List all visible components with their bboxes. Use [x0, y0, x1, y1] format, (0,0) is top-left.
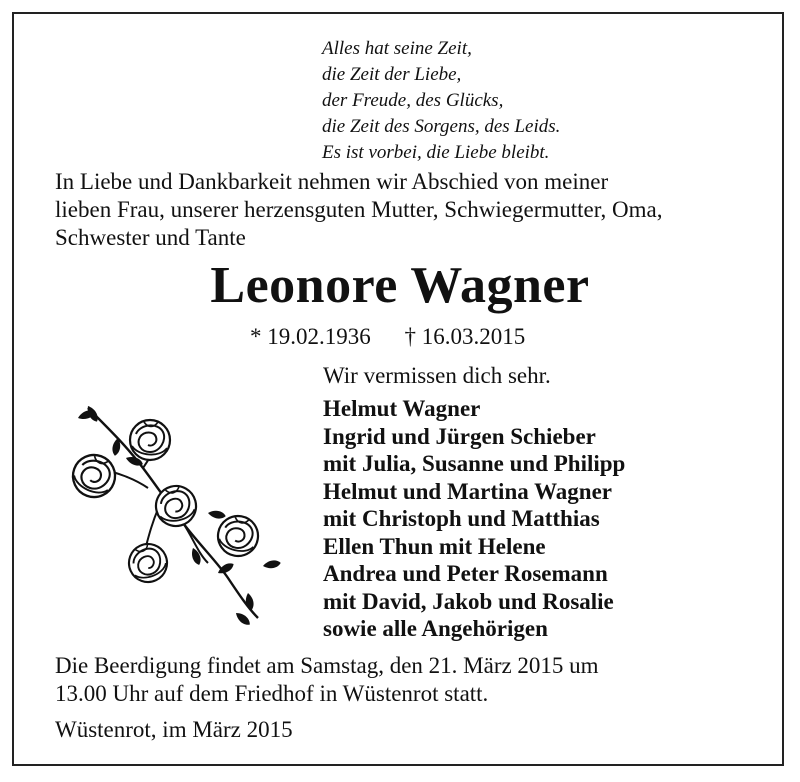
- intro-text: [55, 168, 755, 252]
- rose-branch-illustration: [58, 388, 298, 628]
- mourner-line: Ingrid und Jürgen Schieber: [323, 423, 596, 449]
- poem-line: die Zeit des Sorgens, des Leids.: [322, 116, 561, 137]
- miss-text: Wir vermissen dich sehr.: [323, 363, 551, 388]
- mourner-line: Helmut Wagner: [323, 396, 481, 421]
- mourner-line: mit Julia, Susanne und Philipp: [323, 451, 626, 476]
- poem-line: Alles hat seine Zeit,: [322, 38, 472, 59]
- funeral-line: Die Beerdigung findet am Samstag, den 21. März 2015 um: [55, 653, 599, 678]
- intro-line: In Liebe und Dankbarkeit nehmen wir Abschied von meiner: [55, 169, 609, 194]
- mourner-line: Andrea und Peter Rosemann: [323, 561, 608, 586]
- poem: [322, 36, 560, 166]
- life-dates: [250, 322, 525, 352]
- birth-date: * 19.02.1936: [250, 324, 371, 349]
- poem-line: Es ist vorbei, die Liebe bleibt.: [322, 142, 550, 163]
- mourners-list: [323, 395, 625, 643]
- funeral-info: [55, 652, 599, 708]
- mourner-line: Helmut und Martina Wagner: [323, 478, 613, 504]
- mourner-line: mit David, Jakob und Rosalie: [323, 588, 614, 614]
- death-date: † 16.03.2015: [404, 324, 526, 349]
- poem-line: der Freude, des Glücks,: [322, 90, 504, 111]
- mourner-line: sowie alle Angehörigen: [323, 616, 548, 641]
- funeral-line: 13.00 Uhr auf dem Friedhof in Wüstenrot statt.: [55, 681, 489, 706]
- intro-line: Schwester und Tante: [55, 225, 246, 250]
- place-date: Wüstenrot, im März 2015: [55, 717, 293, 742]
- deceased-name: Leonore Wagner: [210, 257, 590, 314]
- mourner-line: Ellen Thun mit Helene: [323, 533, 546, 559]
- mourner-line: mit Christoph und Matthias: [323, 506, 600, 531]
- poem-line: die Zeit der Liebe,: [322, 64, 462, 85]
- intro-line: lieben Frau, unserer herzensguten Mutter, Schwiegermutter, Oma,: [55, 197, 663, 222]
